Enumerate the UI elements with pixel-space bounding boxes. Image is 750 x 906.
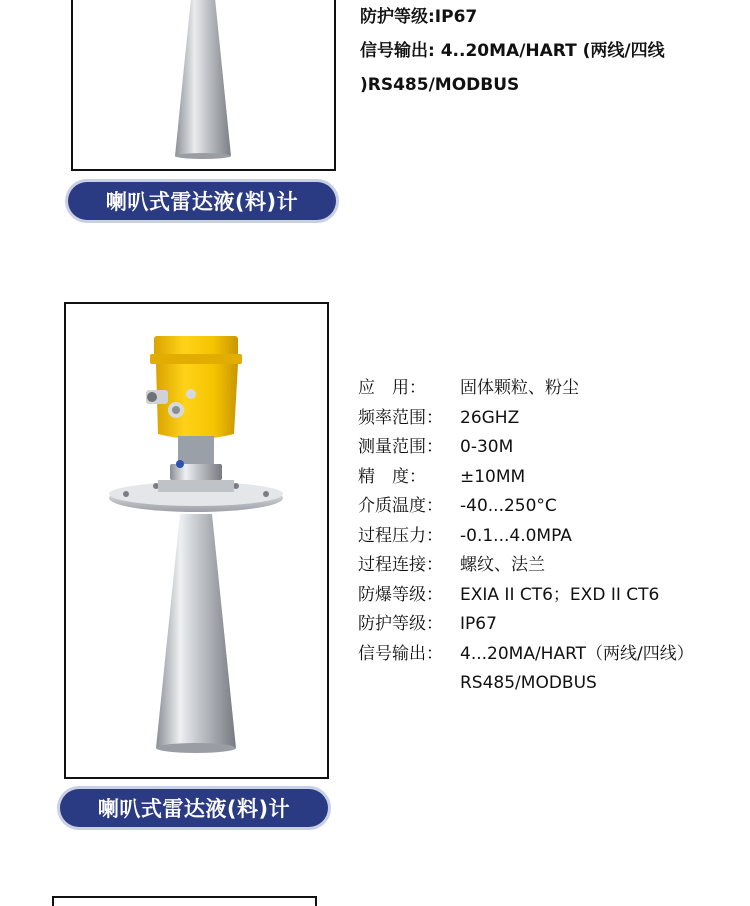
spec-label: 过程连接： [358, 555, 443, 575]
spec-label: 应 用： [358, 378, 426, 398]
spec-row [358, 433, 694, 463]
spec-label: 信号输出： [358, 643, 443, 664]
spec-value: ±10MM [460, 466, 526, 487]
spec-row [358, 463, 694, 493]
spec-value: EXIA II CT6；EXD II CT6 [460, 584, 660, 605]
spec-line: 防护等级:IP67 [360, 7, 478, 27]
spec-value: 螺纹、法兰 [460, 555, 545, 575]
spec-row [358, 640, 694, 670]
product-image-frame-2 [64, 302, 329, 779]
spec-list-2 [358, 374, 694, 699]
horn-antenna-image-1 [73, 0, 334, 169]
spec-value: IP67 [460, 614, 497, 634]
spec-value: 固体颗粒、粉尘 [460, 378, 579, 398]
spec-label: 过程压力： [358, 525, 443, 546]
product-image-frame-1 [71, 0, 336, 171]
spec-label: 防护等级： [358, 614, 443, 634]
spec-value: -0.1...4.0MPA [460, 525, 572, 546]
product-caption-2: 喇叭式雷达液(料)计 [60, 789, 328, 827]
spec-row [358, 492, 694, 522]
product-caption-1: 喇叭式雷达液(料)计 [68, 182, 336, 220]
product-image-frame-3 [52, 896, 317, 906]
spec-label: 精 度： [358, 466, 426, 487]
spec-row [358, 610, 694, 640]
spec-label: 测量范围： [358, 437, 443, 457]
spec-row [358, 374, 694, 404]
spec-label: 防爆等级： [358, 584, 443, 605]
spec-value: RS485/MODBUS [460, 673, 597, 693]
spec-row [358, 551, 694, 581]
spec-row [358, 522, 694, 552]
spec-label [358, 669, 460, 699]
spec-line: )RS485/MODBUS [360, 75, 520, 95]
spec-list-1 [360, 0, 665, 102]
spec-row [358, 404, 694, 434]
horn-radar-level-meter-image [66, 304, 327, 777]
spec-value: 0-30M [460, 437, 514, 457]
spec-label: 频率范围： [358, 407, 443, 428]
spec-row [358, 669, 694, 699]
spec-line: 信号输出: 4..20MA/HART (两线/四线 [360, 41, 665, 61]
spec-value: 4...20MA/HART（两线/四线） [460, 643, 694, 664]
spec-value: -40...250°C [460, 496, 557, 516]
spec-label: 介质温度： [358, 496, 443, 516]
spec-row [358, 581, 694, 611]
spec-value: 26GHZ [460, 407, 520, 428]
